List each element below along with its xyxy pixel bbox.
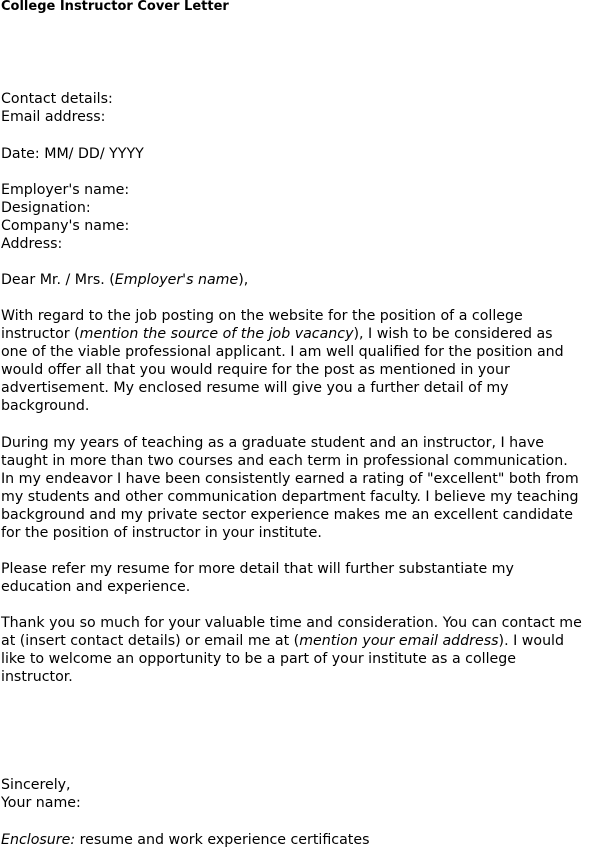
contact-details-line: Contact details: [1, 91, 113, 107]
paragraph3-line: education and experience. [1, 579, 191, 595]
enclosure-text: resume and work experience certificates [75, 832, 370, 848]
paragraph4-line: instructor. [1, 669, 73, 685]
enclosure-line [1, 831, 369, 849]
paragraph1-line: With regard to the job posting on the website for the position of a college [1, 308, 523, 324]
address-line: Address: [1, 236, 63, 252]
enclosure-label: Enclosure: [1, 832, 76, 848]
paragraph1-line [1, 325, 553, 343]
designation-line: Designation: [1, 200, 91, 216]
paragraph1-line2-emphasis: mention the source of the job vacancy [79, 326, 354, 342]
paragraph2-line: background and my private sector experience makes me an excellent candidate [1, 507, 574, 523]
company-name-line: Company's name: [1, 218, 130, 234]
paragraph1-line: advertisement. My enclosed resume will give you a further detail of my [1, 380, 509, 396]
paragraph4-line2-prefix: at (insert contact details) or email me at ( [1, 633, 300, 649]
paragraph1-line: would offer all that you would require for the post as mentioned in your [1, 362, 510, 378]
email-address-line: Email address: [1, 109, 106, 125]
document-title: College Instructor Cover Letter [1, 0, 229, 14]
paragraph4-line: like to welcome an opportunity to be a part of your institute as a college [1, 651, 516, 667]
employer-name-line: Employer's name: [1, 182, 130, 198]
paragraph4-line: Thank you so much for your valuable time and consideration. You can contact me [1, 615, 582, 631]
paragraph4-line [1, 632, 564, 650]
paragraph1-line: one of the viable professional applicant. I am well qualified for the position and [1, 344, 564, 360]
paragraph2-line: for the position of instructor in your institute. [1, 525, 322, 541]
paragraph4-line2-suffix: ). I would [498, 633, 565, 649]
paragraph2-line: taught in more than two courses and each term in professional communication. [1, 453, 568, 469]
paragraph1-line2-suffix: ), I wish to be considered as [353, 326, 553, 342]
salutation-prefix: Dear Mr. / Mrs. ( [1, 272, 115, 288]
paragraph2-line: In my endeavor I have been consistently earned a rating of "excellent" both from [1, 471, 579, 487]
closing: Sincerely, [1, 777, 71, 793]
salutation-suffix: ), [238, 272, 249, 288]
paragraph2-line: my students and other communication department faculty. I believe my teaching [1, 489, 579, 505]
date-line: Date: MM/ DD/ YYYY [1, 146, 144, 162]
salutation [1, 271, 248, 289]
paragraph1-line2-prefix: instructor ( [1, 326, 80, 342]
paragraph4-line2-emphasis: mention your email address [299, 633, 499, 649]
paragraph2-line: During my years of teaching as a graduate student and an instructor, I have [1, 435, 544, 451]
salutation-employer-name: Employer's name [114, 272, 239, 288]
paragraph3-line: Please refer my resume for more detail that will further substantiate my [1, 561, 514, 577]
paragraph1-line: background. [1, 398, 90, 414]
your-name-line: Your name: [1, 795, 81, 811]
